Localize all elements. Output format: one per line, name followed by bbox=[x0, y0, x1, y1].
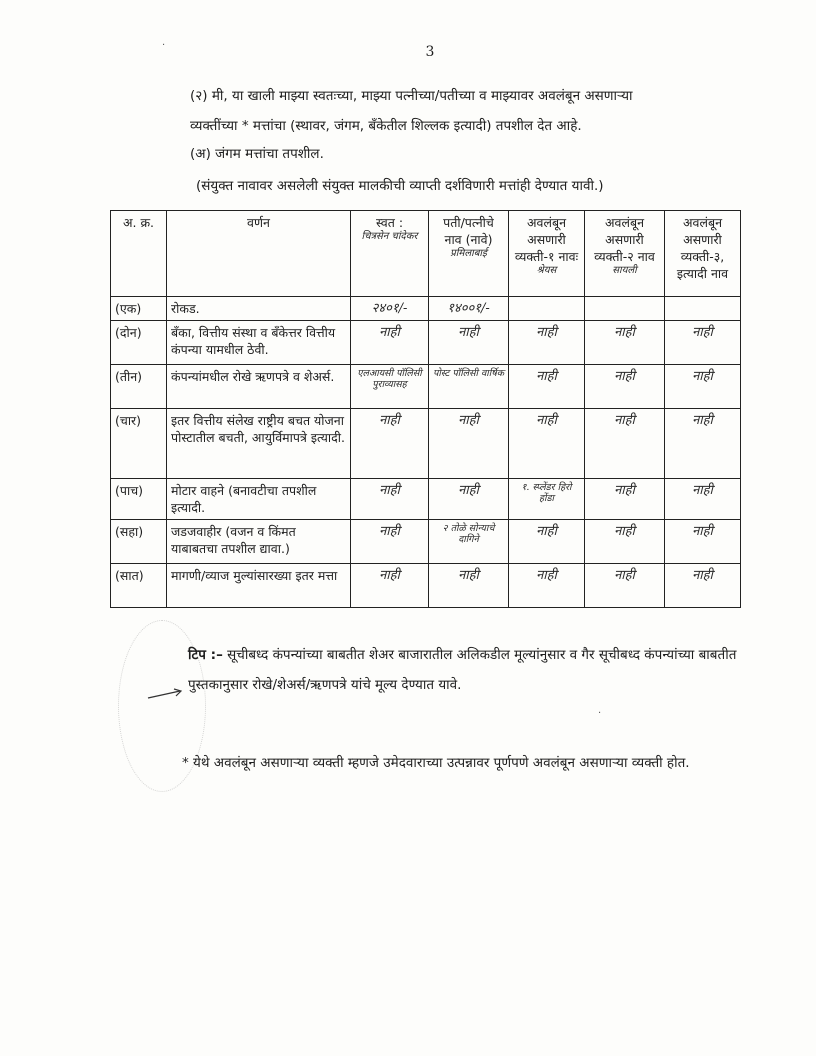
header-dependent-1 bbox=[509, 211, 585, 297]
cell-dependent-1: १. स्प्लेंडर हिरो होंडा bbox=[509, 479, 585, 520]
table-row bbox=[111, 520, 741, 564]
cell-dependent-3: नाही bbox=[665, 321, 741, 365]
header-dependent-1-label: अवलंबून असणारी व्यक्ती-१ नावः bbox=[514, 215, 579, 264]
cell-dependent-2: नाही bbox=[585, 564, 665, 608]
cell-dependent-3: नाही bbox=[665, 520, 741, 564]
cell-dependent-2 bbox=[585, 297, 665, 321]
cell-spouse: १४००१/- bbox=[429, 297, 509, 321]
cell-description: बँका, वित्तीय संस्था व बँकेत्तर वित्तीय कंपन्या यामधील ठेवी. bbox=[167, 321, 351, 365]
cell-dependent-1: नाही bbox=[509, 409, 585, 479]
cell-self: एलआयसी पॉलिसी पुराव्यासह bbox=[351, 365, 429, 409]
cell-dependent-3: नाही bbox=[665, 564, 741, 608]
header-description: वर्णन bbox=[167, 211, 351, 297]
cell-spouse: पोस्ट पॉलिसी वार्षिक bbox=[429, 365, 509, 409]
header-self bbox=[351, 211, 429, 297]
cell-self: नाही bbox=[351, 409, 429, 479]
cell-description: इतर वित्तीय संलेख राष्ट्रीय बचत योजना पोस्टातील बचती, आयुर्विमापत्रे इत्यादी. bbox=[167, 409, 351, 479]
movable-assets-table bbox=[110, 210, 741, 608]
header-dependent-2-name: सायली bbox=[612, 265, 637, 276]
header-dependent-1-name: श्रेयस bbox=[536, 265, 557, 276]
stray-mark: · bbox=[162, 40, 166, 51]
tip-label: टिप :– bbox=[188, 647, 223, 663]
cell-self: नाही bbox=[351, 321, 429, 365]
cell-serial: (पाच) bbox=[111, 479, 167, 520]
cell-description: मोटार वाहने (बनावटीचा तपशील इत्यादी. bbox=[167, 479, 351, 520]
cell-description: कंपन्यांमधील रोखे ऋणपत्रे व शेअर्स. bbox=[167, 365, 351, 409]
cell-serial: (दोन) bbox=[111, 321, 167, 365]
cell-self: नाही bbox=[351, 520, 429, 564]
page-number: 3 bbox=[425, 44, 435, 60]
cell-dependent-3 bbox=[665, 297, 741, 321]
header-serial: अ. क्र. bbox=[111, 211, 167, 297]
cell-description: रोकड. bbox=[167, 297, 351, 321]
table-row bbox=[111, 365, 741, 409]
cell-self: २४०१/- bbox=[351, 297, 429, 321]
table-row bbox=[111, 321, 741, 365]
tip-note bbox=[188, 640, 758, 700]
cell-dependent-3: नाही bbox=[665, 365, 741, 409]
cell-serial: (चार) bbox=[111, 409, 167, 479]
cell-description: मागणी/व्याज मुल्यांसारख्या इतर मत्ता bbox=[167, 564, 351, 608]
cell-spouse: नाही bbox=[429, 409, 509, 479]
cell-serial: (सहा) bbox=[111, 520, 167, 564]
cell-dependent-2: नाही bbox=[585, 520, 665, 564]
cell-dependent-3: नाही bbox=[665, 409, 741, 479]
cell-spouse: २ तोळे सोन्याचे दागिने bbox=[429, 520, 509, 564]
cell-dependent-1: नाही bbox=[509, 321, 585, 365]
header-spouse-name: प्रमिलाबाई bbox=[450, 248, 487, 259]
cell-dependent-2: नाही bbox=[585, 409, 665, 479]
cell-dependent-1: नाही bbox=[509, 520, 585, 564]
intro-line-1: (२) मी, या खाली माझ्या स्वतःच्या, माझ्या पत्नीच्या/पतीच्या व माझ्यावर अवलंबून असणाऱ्या bbox=[190, 88, 633, 104]
cell-description: जडजवाहीर (वजन व किंमत याबाबतचा तपशील द्यावा.) bbox=[167, 520, 351, 564]
table-row bbox=[111, 409, 741, 479]
cell-dependent-1: नाही bbox=[509, 564, 585, 608]
table-row bbox=[111, 479, 741, 520]
cell-spouse: नाही bbox=[429, 479, 509, 520]
cell-dependent-3: नाही bbox=[665, 479, 741, 520]
table-row bbox=[111, 297, 741, 321]
header-self-label: स्वत : bbox=[375, 215, 404, 230]
header-spouse-label: पती/पत्नीचे नाव (नावे) bbox=[443, 215, 494, 247]
cell-self: नाही bbox=[351, 564, 429, 608]
header-dependent-2-label: अवलंबून असणारी व्यक्ती-२ नाव bbox=[594, 215, 655, 264]
joint-ownership-note: (संयुक्त नावावर असलेली संयुक्त मालकीची व्याप्ती दर्शविणारी मत्तांही देण्यात यावी.) bbox=[196, 178, 604, 194]
header-dependent-2 bbox=[585, 211, 665, 297]
cell-spouse: नाही bbox=[429, 564, 509, 608]
header-dependent-3: अवलंबून असणारी व्यक्ती-३, इत्यादी नाव bbox=[665, 211, 741, 297]
footnote-dependents: * येथे अवलंबून असणाऱ्या व्यक्ती म्हणजे उमेदवाराच्या उत्पन्नावर पूर्णपणे अवलंबून असणाऱ्या व्यक्ती होत. bbox=[182, 755, 690, 771]
table-header-row bbox=[111, 211, 741, 297]
cell-serial: (तीन) bbox=[111, 365, 167, 409]
stray-mark: · bbox=[598, 708, 602, 719]
cell-serial: (एक) bbox=[111, 297, 167, 321]
header-spouse bbox=[429, 211, 509, 297]
cell-dependent-1: नाही bbox=[509, 365, 585, 409]
cell-self: नाही bbox=[351, 479, 429, 520]
cell-dependent-2: नाही bbox=[585, 479, 665, 520]
header-self-name: चित्रसेन चांदेकर bbox=[361, 231, 418, 242]
section-subheading: (अ) जंगम मत्तांचा तपशील. bbox=[190, 146, 324, 162]
cell-dependent-2: नाही bbox=[585, 321, 665, 365]
cell-serial: (सात) bbox=[111, 564, 167, 608]
intro-line-2: व्यक्तींच्या * मत्तांचा (स्थावर, जंगम, बँकेतील शिल्लक इत्यादी) तपशील देत आहे. bbox=[190, 118, 582, 134]
cell-spouse: नाही bbox=[429, 321, 509, 365]
table-row bbox=[111, 564, 741, 608]
cell-dependent-1 bbox=[509, 297, 585, 321]
pen-mark-icon bbox=[146, 688, 186, 702]
cell-dependent-2: नाही bbox=[585, 365, 665, 409]
tip-text: सूचीबध्द कंपन्यांच्या बाबतीत शेअर बाजारातील अलिकडील मूल्यांनुसार व गैर सूचीबध्द कंपन्यांच्या बाबतीत पुस्तकानुसार रोखे/शेअर्स/ऋणपत्रे यांचे मूल्य देण्यात यावे. bbox=[188, 647, 737, 693]
